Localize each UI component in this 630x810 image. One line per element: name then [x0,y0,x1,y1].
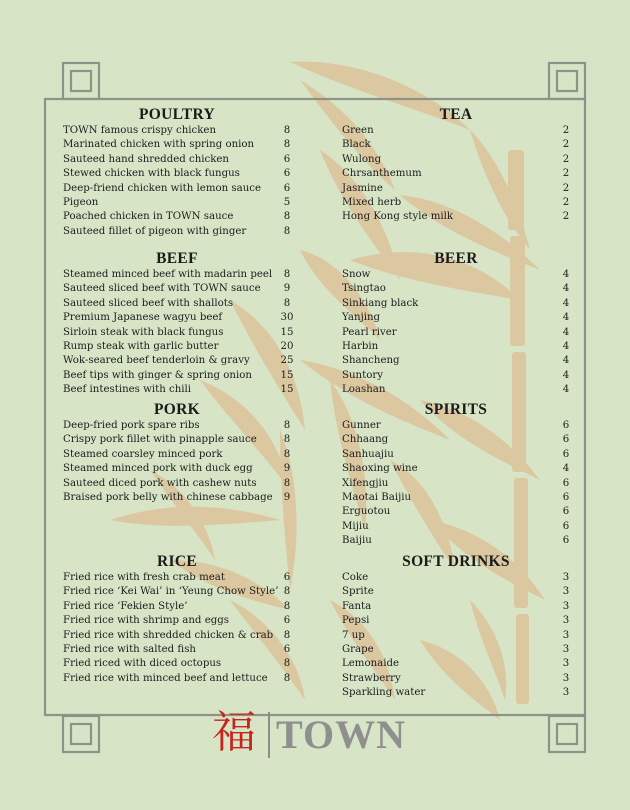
menu-item-price: 4 [562,297,570,309]
menu-item [63,182,313,196]
menu-item-name: Fried rice ‘Fekien Style’ [63,600,188,612]
menu-item [342,210,582,224]
menu-item-price: 9 [283,283,291,295]
menu-item [63,462,313,476]
menu-item [342,643,582,657]
menu-item [63,167,313,181]
menu-item-name: Loashan [342,384,386,396]
menu-item [342,182,582,196]
menu-item [63,491,313,505]
section-title: SOFT DRINKS [402,553,510,570]
menu-item-price: 6 [283,615,291,627]
menu-item-name: Black [342,139,371,151]
menu-item-name: Chrsanthemum [342,168,422,180]
menu-item [63,153,313,167]
menu-item-name: Sauteed fillet of pigeon with ginger [63,225,247,237]
menu-item [63,124,313,138]
menu-item [342,448,582,462]
menu-item [63,585,313,599]
menu-item [63,210,313,224]
menu-item-name: 7 up [342,629,365,641]
pork-section [63,400,313,505]
menu-item [63,354,313,368]
menu-item [342,629,582,643]
menu-item-price: 2 [562,139,570,151]
menu-item [342,326,582,340]
menu-item-name: Harbin [342,340,379,352]
menu-item [342,520,582,534]
menu-item [63,196,313,210]
menu-item-name: Sprite [342,586,374,598]
menu-item-name: Steamed coarsley minced pork [63,448,223,460]
section-title: RICE [157,553,197,570]
menu-item-price: 8 [283,672,291,684]
menu-item-price: 8 [283,477,291,489]
menu-item-price: 9 [283,463,291,475]
menu-item-name: Tsingtao [342,283,386,295]
menu-item [63,448,313,462]
menu-item-name: Wok-seared beef tenderloin & gravy [63,355,250,367]
menu-item-price: 2 [562,168,570,180]
menu-item-price: 6 [562,535,570,547]
soft-drinks-section [342,552,582,701]
menu-item [342,672,582,686]
menu-item-price: 4 [562,384,570,396]
menu-item [63,326,313,340]
menu-item-name: Deep-friend chicken with lemon sauce [63,182,262,194]
menu-item-price: 6 [562,420,570,431]
menu-item-name: Stewed chicken with black fungus [63,168,240,180]
menu-item-name: Jasmine [342,182,383,194]
menu-item-name: Pigeon [63,196,99,208]
menu-item-name: Fanta [342,600,372,612]
menu-item-name: Sauteed sliced beef with TOWN sauce [63,283,261,295]
menu-item [63,657,313,671]
menu-item-name: Lemonaide [342,658,400,670]
menu-item-name: Green [342,125,374,136]
menu-item-name: Sauteed hand shredded chicken [63,153,229,165]
menu-item-price: 6 [562,491,570,503]
menu-item-price: 25 [280,355,294,367]
menu-item [342,340,582,354]
menu-item-price: 6 [562,448,570,460]
section-title: POULTRY [139,106,215,123]
menu-item [63,311,313,325]
menu-item [342,571,582,585]
menu-item [63,225,313,239]
menu-item-price: 2 [562,182,570,194]
poultry-section [63,105,313,239]
menu-item [342,657,582,671]
tea-section [342,105,582,225]
menu-item-price: 4 [562,355,570,367]
menu-item-name: Sanhuajiu [342,448,394,460]
menu-item-name: Fried rice with shrimp and eggs [63,615,229,627]
menu-item-name: Sparkling water [342,687,426,699]
beef-section [63,249,313,398]
menu-item-price: 4 [562,326,570,338]
menu-item-price: 8 [283,125,291,136]
menu-item-price: 8 [283,586,291,598]
menu-item-name: Fried rice with shredded chicken & crab [63,629,274,641]
section-title: BEEF [156,250,198,267]
menu-item-price: 2 [562,196,570,208]
menu-item [342,138,582,152]
menu-item-name: Marinated chicken with spring onion [63,139,255,151]
menu-item [342,297,582,311]
menu-item-name: Poached chicken in TOWN sauce [63,211,234,223]
menu-item-price: 3 [562,600,570,612]
menu-item [342,153,582,167]
menu-item-name: Gunner [342,420,381,431]
menu-item-price: 9 [283,491,291,503]
menu-item [342,585,582,599]
menu-item-name: Hong Kong style milk [342,211,454,223]
menu-item [342,477,582,491]
section-title: PORK [154,401,200,418]
menu-item [63,138,313,152]
logo-wordmark: TOWN [276,712,406,757]
menu-item [342,600,582,614]
menu-item-price: 6 [283,168,291,180]
menu-item [342,124,582,138]
menu-item [342,311,582,325]
menu-item-price: 6 [562,506,570,518]
menu-item-price: 8 [283,269,291,280]
menu-item-price: 3 [562,572,570,583]
menu-item-name: Fried rice with fresh crab meat [63,572,225,583]
menu-item-price: 8 [283,225,291,237]
menu-item [63,433,313,447]
menu-item-price: 15 [280,326,294,338]
menu-item [63,419,313,433]
menu-item-name: Beef intestines with chili [63,384,192,396]
menu-item-price: 8 [283,600,291,612]
menu-item-price: 6 [283,643,291,655]
logo-divider [268,712,270,758]
menu-item-name: Erguotou [342,506,391,518]
menu-item [342,268,582,282]
menu-item-name: Rump steak with garlic butter [63,340,219,352]
rice-section [63,552,313,686]
menu-item [342,167,582,181]
menu-item-name: Sinkiang black [342,297,419,309]
menu-item-price: 8 [283,211,291,223]
menu-item-name: Snow [342,269,371,280]
menu-item-price: 6 [283,153,291,165]
menu-item-name: Shancheng [342,355,400,367]
menu-item-price: 4 [562,283,570,295]
menu-item [342,686,582,700]
menu-item-price: 3 [562,672,570,684]
menu-item [63,571,313,585]
menu-item-name: TOWN famous crispy chicken [63,125,217,136]
spirits-section [342,400,582,549]
menu-item-name: Deep-fried pork spare ribs [63,420,200,431]
menu-item-price: 6 [562,477,570,489]
menu-item [63,643,313,657]
menu-item [342,419,582,433]
menu-item-name: Braised pork belly with chinese cabbage [63,491,273,503]
menu-item [342,462,582,476]
menu-item-price: 8 [283,297,291,309]
menu-item [63,340,313,354]
menu-item [63,297,313,311]
section-title: SPIRITS [424,401,488,418]
menu-item-price: 8 [283,658,291,670]
menu-item [63,369,313,383]
menu-item-name: Fried rice with minced beef and lettuce [63,672,268,684]
menu-item-price: 8 [283,448,291,460]
menu-item-name: Yanjing [342,312,381,324]
menu-item [342,354,582,368]
menu-item [342,433,582,447]
menu-item [63,282,313,296]
menu-item [342,196,582,210]
logo-chinese-character: 福 [212,707,256,758]
menu-item-name: Coke [342,572,369,583]
menu-item-name: Crispy pork fillet with pinapple sauce [63,434,257,446]
section-title: BEER [434,250,478,267]
menu-item-price: 6 [562,434,570,446]
menu-item-name: Maotai Baijiu [342,491,412,503]
menu-item [342,505,582,519]
menu-item [342,614,582,628]
menu-item-name: Mijiu [342,520,369,532]
menu-item [63,672,313,686]
menu-item-price: 3 [562,615,570,627]
menu-item [63,268,313,282]
beer-section [342,249,582,398]
menu-item-name: Pepsi [342,615,370,627]
menu-item-name: Suntory [342,369,383,381]
menu-item [63,629,313,643]
menu-item-price: 2 [562,211,570,223]
menu-item [342,534,582,548]
menu-item-name: Fried rice ‘Kei Wai’ in ‘Yeung Chow Style’ [63,586,279,598]
menu-item-price: 2 [562,125,570,136]
menu-item-name: Baijiu [342,535,372,547]
menu-item [63,383,313,397]
menu-item-price: 3 [562,687,570,699]
menu-item-name: Steamed minced beef with madarin peel [63,269,273,280]
menu-item-price: 15 [280,384,294,396]
menu-item-name: Fried riced with diced octopus [63,658,222,670]
menu-item [63,600,313,614]
menu-item-price: 6 [562,520,570,532]
menu-item-name: Wulong [342,153,382,165]
menu-item-name: Xifengjiu [342,477,389,489]
section-title: TEA [439,106,473,123]
menu-item-name: Chhaang [342,434,389,446]
menu-item-name: Fried rice with salted fish [63,643,196,655]
menu-item-price: 8 [283,434,291,446]
menu-item-price: 4 [562,340,570,352]
menu-item-price: 30 [280,312,294,324]
menu-item-name: Steamed minced pork with duck egg [63,463,253,475]
menu-item-name: Beef tips with ginger & spring onion [63,369,252,381]
menu-item-price: 2 [562,153,570,165]
menu-item [63,477,313,491]
menu-item [342,383,582,397]
menu-item-price: 8 [283,139,291,151]
menu-item-price: 8 [283,629,291,641]
menu-item-price: 4 [562,269,570,280]
menu-item-price: 3 [562,586,570,598]
menu-item-price: 6 [283,182,291,194]
menu-item-name: Sauteed sliced beef with shallots [63,297,234,309]
menu-item-price: 6 [283,572,291,583]
menu-item-price: 3 [562,643,570,655]
menu-item-price: 5 [283,196,291,208]
menu-item-name: Grape [342,643,374,655]
menu-item-price: 8 [283,420,291,431]
menu-item-name: Shaoxing wine [342,463,418,475]
menu-item-name: Mixed herb [342,196,402,208]
menu-item-price: 3 [562,629,570,641]
menu-item-price: 15 [280,369,294,381]
menu-item-price: 3 [562,658,570,670]
menu-item [342,491,582,505]
menu-item-name: Sirloin steak with black fungus [63,326,224,338]
menu-item-price: 4 [562,463,570,475]
menu-item-price: 20 [280,340,294,352]
menu-item [342,369,582,383]
menu-item-price: 4 [562,369,570,381]
menu-item [342,282,582,296]
menu-item-price: 4 [562,312,570,324]
menu-item-name: Strawberry [342,672,401,684]
menu-item-name: Sauteed diced pork with cashew nuts [63,477,257,489]
menu-item-name: Pearl river [342,326,397,338]
menu-item [63,614,313,628]
menu-item-name: Premium Japanese wagyu beef [63,312,223,324]
